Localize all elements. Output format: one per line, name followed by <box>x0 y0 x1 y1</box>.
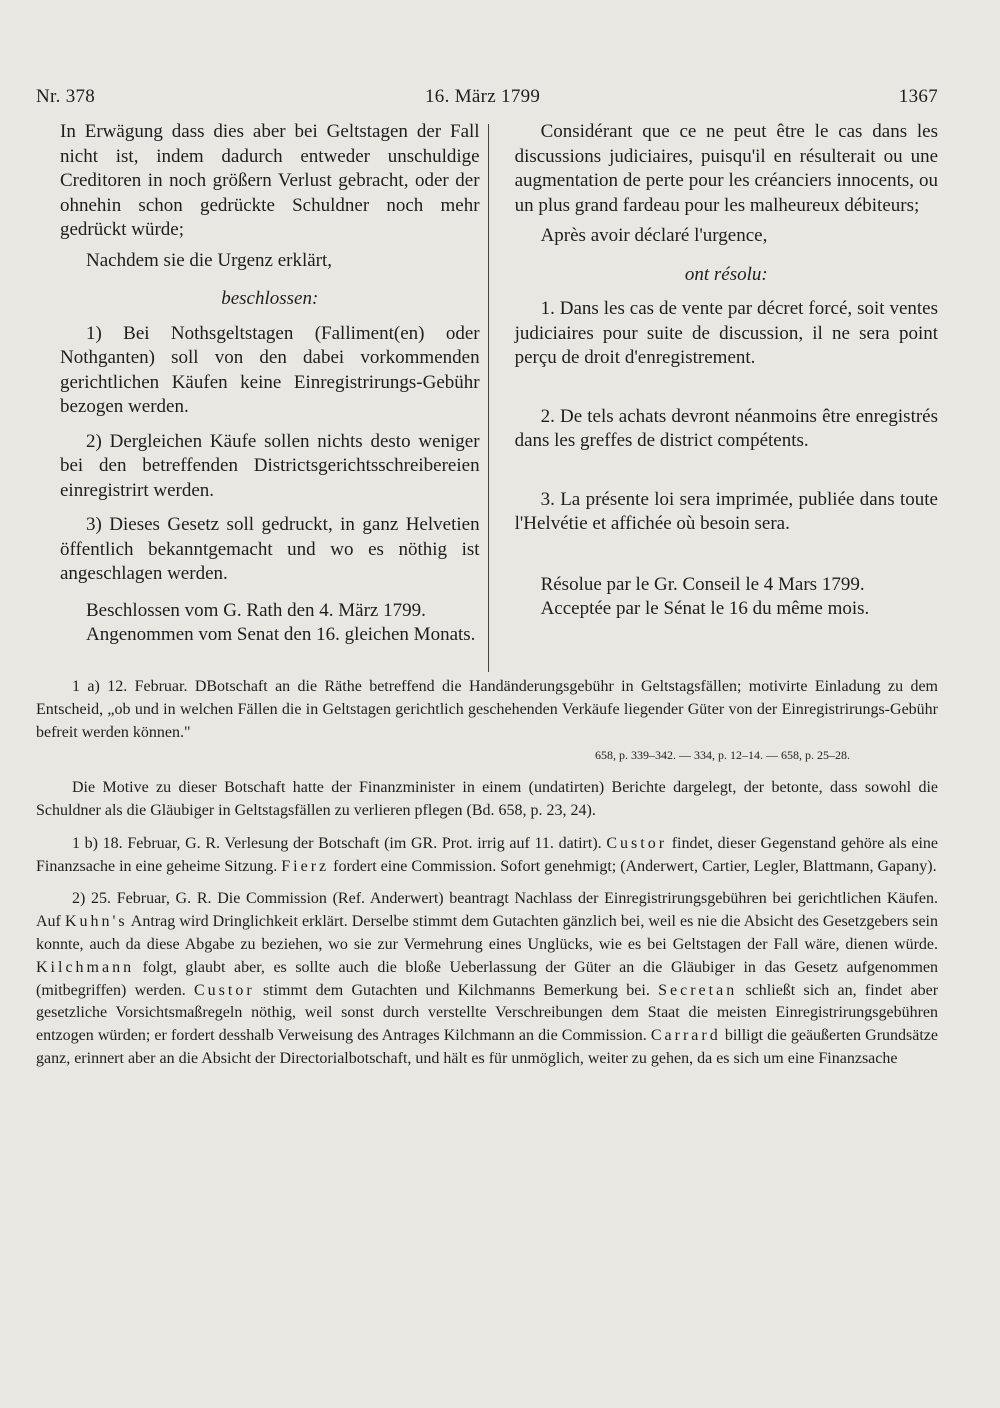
german-signature-2: Angenommen vom Senat den 16. gleichen Monats. <box>86 624 476 645</box>
note-2-text-e: schließt sich an, findet aber gesetzliche Vorsichtsmaßregeln nöthig, weil sonst durch verstellte Verschreibungen dem Staat die meisten Einregistrirungsgebühren entzogen würden; er fordert desshalb Verweisung des Antrages Kilchmann an die Commission. <box>36 981 939 1045</box>
french-column <box>489 120 938 672</box>
name-carrard: Carrard <box>650 1027 721 1045</box>
german-resolved-heading: beschlossen: <box>221 288 319 309</box>
note-1b-text-a: 1 b) 18. Februar, G. R. Verlesung der Botschaft (im GR. Prot. irrig auf 11. datirt). <box>72 834 602 852</box>
name-kilchmann: Kilchmann <box>36 958 135 976</box>
german-preamble-1: In Erwägung dass dies aber bei Geltstagen der Fall nicht ist, indem dadurch entweder unschuldige Creditoren in noch größern Verlust gebracht, oder der ohnehin schon gedrückte Schuldner noch mehr gedrückt würde; <box>60 121 480 240</box>
french-preamble-1: Considérant que ce ne peut être le cas dans les discussions judiciaires, puisqu'il en résulterait ou une augmentation de perte pour les créanciers innocents, ou un plus grand fardeau pour les malheureux débiteurs; <box>514 121 938 216</box>
name-custor: Custor <box>606 834 668 852</box>
german-article-2: 2) Dergleichen Käufe sollen nichts desto weniger bei den betreffenden Districtsgerichtsschreibereien einregistrirt werden. <box>60 430 480 501</box>
german-column <box>36 120 488 672</box>
note-1a-reference: 658, p. 339–342. — 334, p. 12–14. — 658, p. 25–28. <box>595 748 850 763</box>
note-2-text-f: billigt die geäußerten Grundsätze ganz, erinnert aber an die Absicht der Directorialbotschaft, und hält es für unmöglich, weiter zu gehen, da es sich um eine Finanzsache <box>36 1027 939 1067</box>
german-article-3: 3) Dieses Gesetz soll gedruckt, in ganz Helvetien öffentlich bekanntgemacht und wo es nöthig ist angeschlagen werden. <box>60 514 480 584</box>
page-number: 1367 <box>898 86 938 107</box>
bilingual-columns <box>36 120 938 672</box>
document-number: Nr. 378 <box>36 86 96 107</box>
german-article-1: 1) Bei Nothsgeltstagen (Falliment(en) oder Nothganten) soll von den dabei vorkommenden gerichtlichen Käufen keine Einregistrirungs-Gebühr bezogen werden. <box>60 322 480 417</box>
note-1b-text-b: findet, dieser Gegenstand gehöre als eine Finanzsache in eine geheime Sitzung. <box>36 834 939 875</box>
french-preamble-2: Après avoir déclaré l'urgence, <box>540 225 768 246</box>
name-custor-2: Custor <box>193 981 255 999</box>
french-resolved-heading: ont résolu: <box>684 263 768 285</box>
note-2-text-d: stimmt dem Gutachten und Kilchmanns Bemerkung bei. <box>262 981 650 999</box>
note-2 <box>36 888 938 1070</box>
note-1a: 1 a) 12. Februar. DBotschaft an die Räthe betreffend die Handänderungsgebühr in Geltstagsfällen; motivirte Einladung zu dem Entscheid, „ob und in welchen Fällen die in Geltstagen gerichtlich geschehenden Verkäufe liegender Güter von der Einregistrirungs-Gebühr befreit werden können." <box>36 678 938 741</box>
note-2-text-b: Antrag wird Dringlichkeit erklärt. Derselbe stimmt dem Gutachten gänzlich bei, weil es nie die Absicht des Gesetzgebers sein konnte, auch da diese Abgabe zu beziehen, wo sie zur Vermehrung eines Unglücks, wie es bei Geltstagen der Fall wäre, dienen würde. <box>36 913 938 953</box>
name-fierz: Fierz <box>281 857 330 875</box>
name-kuhn: Kuhn's <box>64 913 128 931</box>
french-article-2: 2. De tels achats devront néanmoins être enregistrés dans les greffes de district compétents. <box>514 405 938 451</box>
name-secretan: Secretan <box>658 981 738 999</box>
note-motive: Die Motive zu dieser Botschaft hatte der Finanzminister in einem (undatirten) Berichte dargelegt, der betonte, dass sowohl die Schuldner als die Gläubiger in Geltstagsfällen zu verlieren pflegen (Bd. 658, p. 23, 24). <box>36 779 938 819</box>
note-1b-text-c: fordert eine Commission. Sofort genehmigt; (Anderwert, Cartier, Legler, Blattmann, Gapany). <box>333 857 937 875</box>
german-preamble-2: Nachdem sie die Urgenz erklärt, <box>86 249 333 271</box>
german-signature-1: Beschlossen vom G. Rath den 4. März 1799. <box>86 599 426 621</box>
french-signature-2: Acceptée par le Sénat le 16 du même mois. <box>540 598 870 619</box>
french-article-1: 1. Dans les cas de vente par décret forcé, soit ventes judiciaires pour suite de discussion, il ne sera point perçu de droit d'enregistrement. <box>514 298 938 368</box>
french-signature-1: Résolue par le Gr. Conseil le 4 Mars 1799. <box>540 573 865 595</box>
note-2-text-a: 2) 25. Februar, G. R. Die Commission (Ref. Anderwert) beantragt Nachlass der Einregistrirungsgebühren bei gerichtlichen Käufen. Auf <box>36 890 938 931</box>
document-date: 16. März 1799 <box>425 86 541 107</box>
note-1b <box>36 833 938 879</box>
page-header <box>36 86 938 108</box>
note-2-text-c: folgt, glaubt aber, es sollte auch die bloße Ueberlassung der Güter an die Gläubiger in das Gesetz aufgenommen (mitbegriffen) werden. <box>36 958 938 999</box>
french-article-3: 3. La présente loi sera imprimée, publiée dans toute l'Helvétie et affichée où besoin sera. <box>514 488 938 534</box>
editorial-notes <box>36 676 938 1071</box>
